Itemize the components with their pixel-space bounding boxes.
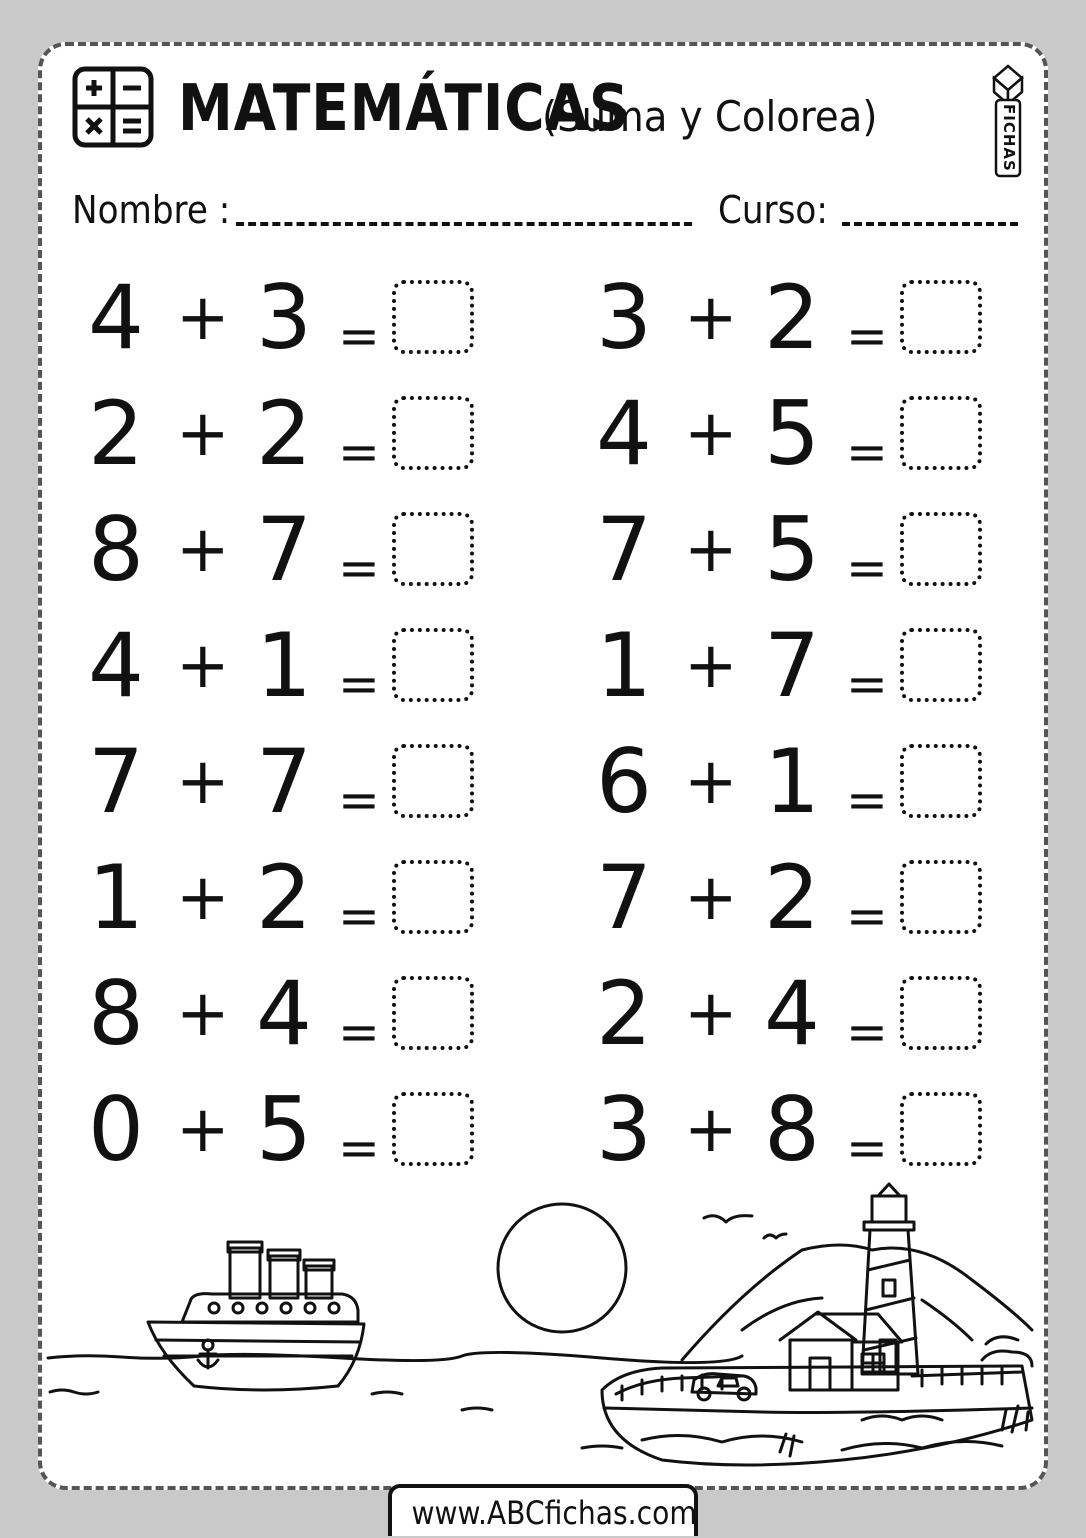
page-subtitle: (Suma y Colorea) — [542, 92, 878, 141]
answer-box[interactable] — [392, 512, 474, 586]
addend-b: 2 — [256, 846, 312, 949]
sea-icon — [48, 1352, 742, 1362]
website-footer — [388, 1484, 698, 1536]
plus-sign: + — [176, 977, 230, 1051]
problem-right-5 — [592, 730, 1022, 833]
addend-a: 2 — [596, 962, 652, 1065]
seascape-illustration — [42, 1180, 1042, 1485]
answer-box[interactable] — [900, 744, 982, 818]
plus-sign: + — [684, 977, 738, 1051]
addend-b: 5 — [256, 1078, 312, 1181]
answer-box[interactable] — [392, 976, 474, 1050]
problem-right-7 — [592, 962, 1022, 1065]
addend-b: 5 — [764, 498, 820, 601]
answer-box[interactable] — [392, 744, 474, 818]
answer-box[interactable] — [900, 628, 982, 702]
problem-left-5 — [84, 730, 514, 833]
equals-sign: = — [846, 1119, 888, 1177]
equals-sign: = — [846, 655, 888, 713]
addend-b: 7 — [256, 730, 312, 833]
addend-a: 7 — [596, 498, 652, 601]
answer-box[interactable] — [392, 280, 474, 354]
plus-sign: + — [176, 513, 230, 587]
plus-sign: + — [684, 629, 738, 703]
addend-b: 2 — [764, 846, 820, 949]
addend-a: 7 — [88, 730, 144, 833]
equals-sign: = — [338, 539, 380, 597]
plus-sign: + — [176, 629, 230, 703]
birds-icon — [704, 1216, 786, 1238]
plus-sign: + — [684, 513, 738, 587]
plus-sign: + — [684, 397, 738, 471]
answer-box[interactable] — [392, 628, 474, 702]
addend-a: 0 — [88, 1078, 144, 1181]
answer-box[interactable] — [392, 396, 474, 470]
badge-label: FICHAS — [1000, 104, 1018, 172]
addend-b: 7 — [764, 614, 820, 717]
problem-left-3 — [84, 498, 514, 601]
equals-sign: = — [846, 307, 888, 365]
answer-box[interactable] — [900, 860, 982, 934]
addend-b: 4 — [764, 962, 820, 1065]
addend-a: 7 — [596, 846, 652, 949]
problem-right-1 — [592, 266, 1022, 369]
answer-box[interactable] — [900, 976, 982, 1050]
addend-a: 3 — [596, 1078, 652, 1181]
equals-sign: = — [846, 423, 888, 481]
problem-left-2 — [84, 382, 514, 485]
plus-sign: + — [684, 1093, 738, 1167]
problem-left-1 — [84, 266, 514, 369]
plus-sign: + — [684, 745, 738, 819]
addend-b: 5 — [764, 382, 820, 485]
name-label: Nombre : — [72, 188, 231, 232]
addend-b: 2 — [256, 382, 312, 485]
calculator-icon — [72, 66, 154, 148]
problem-left-6 — [84, 846, 514, 949]
addend-a: 8 — [88, 962, 144, 1065]
equals-sign: = — [338, 771, 380, 829]
answer-box[interactable] — [900, 280, 982, 354]
equals-sign: = — [338, 423, 380, 481]
addend-b: 1 — [256, 614, 312, 717]
addend-b: 2 — [764, 266, 820, 369]
addend-b: 7 — [256, 498, 312, 601]
problem-left-4 — [84, 614, 514, 717]
addend-a: 4 — [596, 382, 652, 485]
problem-right-4 — [592, 614, 1022, 717]
ship-icon — [148, 1242, 364, 1390]
equals-sign: = — [338, 887, 380, 945]
addend-a: 2 — [88, 382, 144, 485]
course-label: Curso: — [718, 188, 828, 232]
island-icon — [602, 1245, 1032, 1465]
addend-a: 8 — [88, 498, 144, 601]
plus-sign: + — [684, 861, 738, 935]
answer-box[interactable] — [900, 396, 982, 470]
page-title: MATEMÁTICAS — [178, 72, 630, 146]
answer-box[interactable] — [900, 512, 982, 586]
website-url[interactable]: www.ABCfichas.com — [411, 1494, 697, 1532]
equals-sign: = — [846, 771, 888, 829]
name-line[interactable] — [236, 222, 692, 226]
addend-a: 4 — [88, 614, 144, 717]
sun-icon — [498, 1204, 626, 1332]
addend-a: 3 — [596, 266, 652, 369]
answer-box[interactable] — [392, 860, 474, 934]
plus-sign: + — [684, 281, 738, 355]
addend-a: 4 — [88, 266, 144, 369]
equals-sign: = — [846, 1003, 888, 1061]
addend-b: 1 — [764, 730, 820, 833]
house-icon — [780, 1312, 902, 1390]
lighthouse-icon — [862, 1184, 918, 1374]
equals-sign: = — [338, 1003, 380, 1061]
equals-sign: = — [846, 539, 888, 597]
plus-sign: + — [176, 281, 230, 355]
equals-sign: = — [338, 307, 380, 365]
answer-box[interactable] — [900, 1092, 982, 1166]
problem-right-2 — [592, 382, 1022, 485]
problem-right-3 — [592, 498, 1022, 601]
equals-sign: = — [338, 1119, 380, 1177]
plus-sign: + — [176, 745, 230, 819]
plus-sign: + — [176, 1093, 230, 1167]
plus-sign: + — [176, 861, 230, 935]
addend-b: 3 — [256, 266, 312, 369]
addend-a: 1 — [596, 614, 652, 717]
problem-right-6 — [592, 846, 1022, 949]
answer-box[interactable] — [392, 1092, 474, 1166]
problem-right-8 — [592, 1078, 1022, 1181]
addend-a: 6 — [596, 730, 652, 833]
addend-a: 1 — [88, 846, 144, 949]
equals-sign: = — [846, 887, 888, 945]
addend-b: 4 — [256, 962, 312, 1065]
equals-sign: = — [338, 655, 380, 713]
problem-left-8 — [84, 1078, 514, 1181]
problem-left-7 — [84, 962, 514, 1065]
addend-b: 8 — [764, 1078, 820, 1181]
plus-sign: + — [176, 397, 230, 471]
course-line[interactable] — [842, 222, 1018, 226]
